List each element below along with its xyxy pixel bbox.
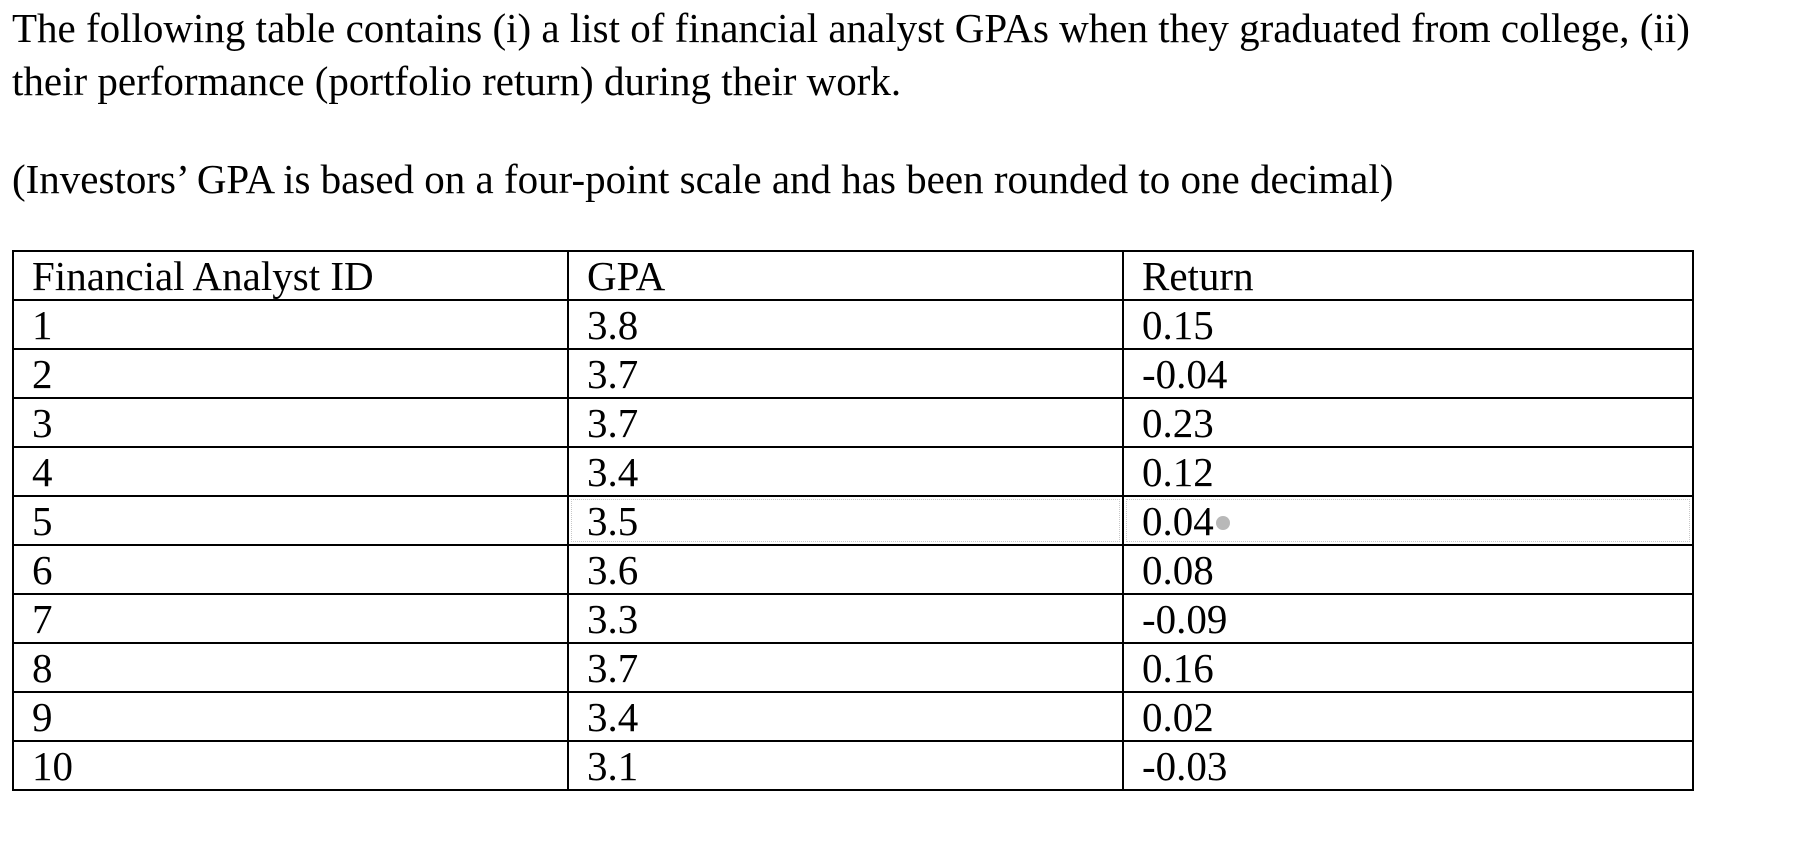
cell-analyst-id[interactable]: 6 (13, 545, 568, 594)
table-row (13, 398, 1693, 447)
cell-gpa[interactable]: 3.7 (568, 349, 1123, 398)
header-return: Return (1123, 251, 1693, 300)
cell-analyst-id[interactable]: 10 (13, 741, 568, 790)
scale-note: (Investors’ GPA is based on a four-point scale and has been rounded to one decimal) (12, 156, 1394, 202)
table-row (13, 496, 1693, 545)
cell-gpa[interactable]: 3.4 (568, 447, 1123, 496)
cell-gpa[interactable]: 3.3 (568, 594, 1123, 643)
table-row (13, 741, 1693, 790)
table-header-row (13, 251, 1693, 300)
cell-analyst-id[interactable]: 2 (13, 349, 568, 398)
cell-gpa[interactable]: 3.5 (568, 496, 1123, 545)
table-row (13, 300, 1693, 349)
cell-gpa[interactable]: 3.1 (568, 741, 1123, 790)
cell-gpa[interactable]: 3.4 (568, 692, 1123, 741)
cell-analyst-id[interactable]: 4 (13, 447, 568, 496)
cell-return[interactable]: 0.15 (1123, 300, 1693, 349)
cell-return-value: 0.04 (1142, 497, 1214, 544)
cell-return[interactable]: -0.03 (1123, 741, 1693, 790)
header-analyst-id: Financial Analyst ID (13, 251, 568, 300)
cell-return[interactable]: 0.16 (1123, 643, 1693, 692)
analyst-table (12, 250, 1694, 791)
cell-return[interactable]: -0.04 (1123, 349, 1693, 398)
cell-gpa[interactable]: 3.7 (568, 643, 1123, 692)
cell-gpa[interactable]: 3.6 (568, 545, 1123, 594)
intro-paragraph: The following table contains (i) a list of financial analyst GPAs when they graduated from college, (ii) their performance (portfolio return) during their work. (12, 5, 1690, 104)
cell-return[interactable] (1123, 496, 1693, 545)
cell-return[interactable]: 0.23 (1123, 398, 1693, 447)
cell-analyst-id[interactable]: 5 (13, 496, 568, 545)
cell-analyst-id[interactable]: 9 (13, 692, 568, 741)
cell-gpa[interactable]: 3.8 (568, 300, 1123, 349)
header-gpa: GPA (568, 251, 1123, 300)
cell-analyst-id[interactable]: 1 (13, 300, 568, 349)
cell-analyst-id[interactable]: 3 (13, 398, 568, 447)
cell-options-icon[interactable] (1216, 516, 1230, 530)
table-row (13, 545, 1693, 594)
cell-gpa[interactable]: 3.7 (568, 398, 1123, 447)
cell-return[interactable]: 0.02 (1123, 692, 1693, 741)
cell-return[interactable]: 0.08 (1123, 545, 1693, 594)
cell-analyst-id[interactable]: 7 (13, 594, 568, 643)
cell-return[interactable]: -0.09 (1123, 594, 1693, 643)
table-row (13, 594, 1693, 643)
table-row (13, 349, 1693, 398)
table-row (13, 643, 1693, 692)
cell-analyst-id[interactable]: 8 (13, 643, 568, 692)
table-row (13, 692, 1693, 741)
table-row (13, 447, 1693, 496)
cell-return[interactable]: 0.12 (1123, 447, 1693, 496)
